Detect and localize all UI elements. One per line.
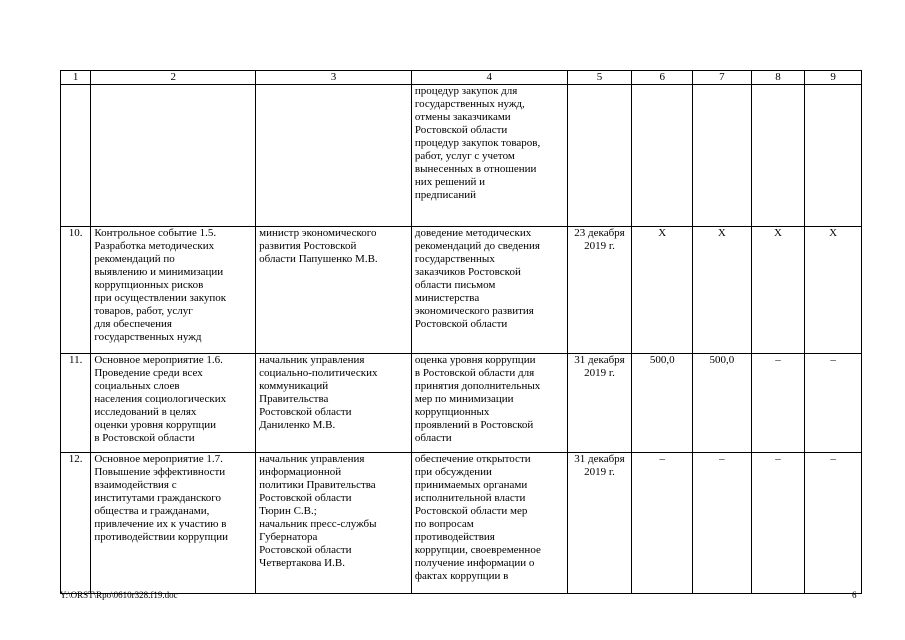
funding-col8-cell xyxy=(751,453,805,594)
header-cell-8: 8 xyxy=(751,71,805,85)
deadline-date-cell-text: 31 декабря 2019 г. xyxy=(574,453,625,478)
funding-col7-cell-text: Х xyxy=(717,227,726,239)
table-row xyxy=(61,227,862,354)
funding-col6-cell xyxy=(632,85,693,227)
event-name-cell xyxy=(91,227,256,354)
funding-col9-cell xyxy=(805,227,862,354)
header-cell-2: 2 xyxy=(91,71,256,85)
header-cell-7: 7 xyxy=(693,71,752,85)
executor-cell-text: министр экономического развития Ростовской области Папушенко М.В. xyxy=(259,227,378,265)
header-cell-1: 1 xyxy=(61,71,91,85)
expected-result-cell-text: обеспечение открытости при обсуждении принимаемых органами исполнительной власти Ростовской области мер по вопросам противодействия коррупции, своевременное получение информации о фактах коррупции в xyxy=(414,453,541,582)
funding-col9-cell xyxy=(805,453,862,594)
funding-col8-cell xyxy=(751,227,805,354)
deadline-date-cell xyxy=(567,85,632,227)
funding-col6-cell-text: Х xyxy=(658,227,667,239)
funding-col6-cell xyxy=(632,227,693,354)
expected-result-cell-text: доведение методических рекомендаций до сведения государственных заказчиков Ростовской области письмом министерства экономического развития Ростовской области xyxy=(414,227,540,330)
event-name-cell-text: Контрольное событие 1.5. Разработка методических рекомендаций по выявлению и минимизации коррупционных рисков при осуществлении закупок товаров, работ, услуг для обеспечения государственных нужд xyxy=(94,227,227,343)
row-number-cell xyxy=(61,354,91,453)
deadline-date-cell xyxy=(567,227,632,354)
executor-cell xyxy=(256,453,412,594)
expected-result-cell xyxy=(411,453,567,594)
table-row xyxy=(61,85,862,227)
funding-col6-cell xyxy=(632,453,693,594)
event-name-cell xyxy=(91,354,256,453)
executor-cell-text: начальник управления информационной политики Правительства Ростовской области Тюрин С.В.; начальник пресс-службы Губернатора Ростовской области Четвертакова И.В. xyxy=(259,453,377,569)
header-cell-4: 4 xyxy=(411,71,567,85)
funding-col9-cell-text: – xyxy=(830,354,836,366)
row-number-cell-text: 11. xyxy=(68,354,83,366)
footer-page-number: 6 xyxy=(852,590,857,600)
funding-col7-cell xyxy=(693,85,752,227)
table-body xyxy=(61,71,862,594)
funding-col8-cell-text: – xyxy=(775,354,781,366)
funding-col6-cell-text: – xyxy=(659,453,665,465)
event-name-cell-text: Основное мероприятие 1.6. Проведение среди всех социальных слоев населения социологических исследований в целях оценки уровня коррупции в Ростовской области xyxy=(94,354,227,444)
expected-result-cell-text: процедур закупок для государственных нужд, отмены заказчиками Ростовской области процедур закупок товаров, работ, услуг с учетом вынесенных в отношении них решений и предписаний xyxy=(414,85,541,201)
executor-cell xyxy=(256,85,412,227)
header-cell-3: 3 xyxy=(256,71,412,85)
header-row xyxy=(61,71,862,85)
executor-cell xyxy=(256,354,412,453)
deadline-date-cell xyxy=(567,453,632,594)
funding-col8-cell-text: Х xyxy=(774,227,782,239)
funding-col6-cell-text: 500,0 xyxy=(649,354,675,366)
funding-col7-cell xyxy=(693,227,752,354)
funding-col7-cell-text: – xyxy=(719,453,725,465)
deadline-date-cell-text: 31 декабря 2019 г. xyxy=(574,354,625,379)
row-number-cell-text: 10. xyxy=(68,227,83,239)
table-row xyxy=(61,453,862,594)
expected-result-cell xyxy=(411,354,567,453)
funding-col8-cell xyxy=(751,354,805,453)
footer-file-path: Y:\ORST\Rpo\0610r328.f19.doc xyxy=(60,590,178,600)
row-number-cell xyxy=(61,227,91,354)
event-name-cell xyxy=(91,85,256,227)
funding-col7-cell-text: 500,0 xyxy=(709,354,735,366)
event-name-cell-text: Основное мероприятие 1.7. Повышение эффективности взаимодействия с институтами гражданского общества и гражданами, привлечение их к участию в противодействии коррупции xyxy=(94,453,229,543)
row-number-cell-text: 12. xyxy=(68,453,83,465)
funding-col9-cell-text: Х xyxy=(829,227,838,239)
deadline-date-cell-text: 23 декабря 2019 г. xyxy=(574,227,625,252)
header-cell-6: 6 xyxy=(632,71,693,85)
funding-col7-cell xyxy=(693,453,752,594)
expected-result-cell xyxy=(411,227,567,354)
row-number-cell xyxy=(61,453,91,594)
executor-cell-text: начальник управления социально-политических коммуникаций Правительства Ростовской области Даниленко М.В. xyxy=(259,354,378,431)
row-number-cell xyxy=(61,85,91,227)
funding-col8-cell-text: – xyxy=(775,453,781,465)
funding-col9-cell xyxy=(805,354,862,453)
executor-cell xyxy=(256,227,412,354)
header-cell-5: 5 xyxy=(567,71,632,85)
plan-table xyxy=(60,70,862,594)
funding-col9-cell xyxy=(805,85,862,227)
funding-col8-cell xyxy=(751,85,805,227)
funding-col7-cell xyxy=(693,354,752,453)
header-cell-9: 9 xyxy=(805,71,862,85)
funding-col6-cell xyxy=(632,354,693,453)
table-row xyxy=(61,354,862,453)
funding-col9-cell-text: – xyxy=(830,453,836,465)
expected-result-cell-text: оценка уровня коррупции в Ростовской области для принятия дополнительных мер по минимизации коррупционных проявлений в Ростовской области xyxy=(414,354,541,444)
expected-result-cell xyxy=(411,85,567,227)
deadline-date-cell xyxy=(567,354,632,453)
event-name-cell xyxy=(91,453,256,594)
